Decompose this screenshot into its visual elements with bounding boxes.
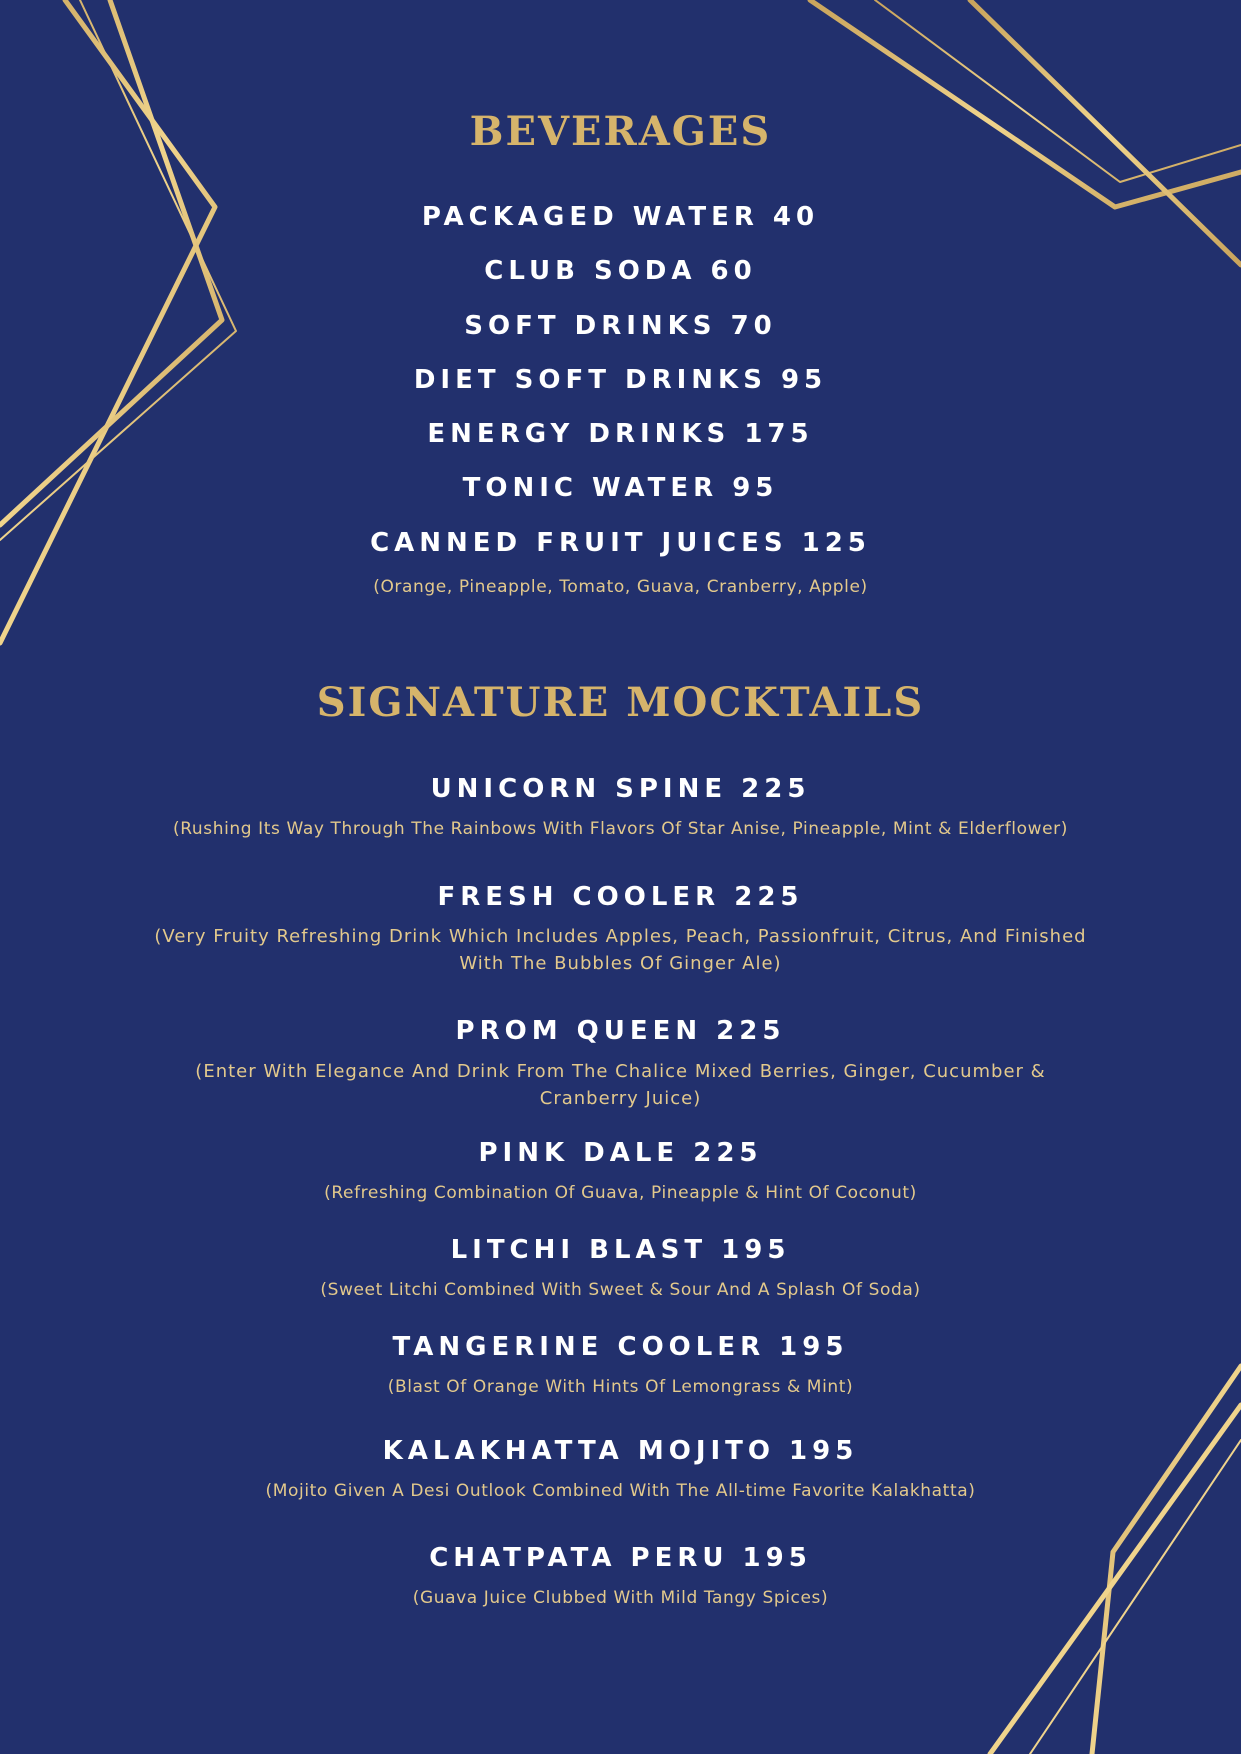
menu-item-description: (Orange, Pineapple, Tomato, Guava, Cranberry, Apple) (373, 577, 868, 597)
menu-item-prom-queen: PROM QUEEN 225 (455, 1016, 786, 1046)
menu-item-description: (Refreshing Combination Of Guava, Pineapple & Hint Of Coconut) (324, 1183, 917, 1203)
menu-item-pink-dale: PINK DALE 225 (478, 1138, 763, 1168)
menu-item-kalakhatta-mojito: KALAKHATTA MOJITO 195 (382, 1436, 859, 1466)
menu-item-packaged-water: PACKAGED WATER 40 (421, 202, 820, 232)
menu-item-tonic-water: TONIC WATER 95 (462, 473, 779, 503)
beverages-heading: BEVERAGES (469, 108, 772, 155)
menu-item-description: (Sweet Litchi Combined With Sweet & Sour And A Splash Of Soda) (320, 1280, 921, 1300)
menu-item-description: (Blast Of Orange With Hints Of Lemongrass & Mint) (387, 1377, 854, 1397)
menu-item-fresh-cooler: FRESH COOLER 225 (437, 882, 804, 912)
menu-item-description: (Enter With Elegance And Drink From The Chalice Mixed Berries, Ginger, Cucumber & Cranberry Juice) (195, 1061, 1046, 1109)
menu-item-description: (Very Fruity Refreshing Drink Which Includes Apples, Peach, Passionfruit, Citrus, And Finished With The Bubbles Of Ginger Ale) (154, 926, 1087, 974)
menu-item-energy-drinks: ENERGY DRINKS 175 (427, 419, 814, 449)
menu-item-soft-drinks: SOFT DRINKS 70 (464, 311, 777, 341)
menu-item-tangerine-cooler: TANGERINE COOLER 195 (392, 1332, 849, 1362)
menu-item-description: (Guava Juice Clubbed With Mild Tangy Spices) (412, 1588, 829, 1608)
menu-item-description: (Rushing Its Way Through The Rainbows With Flavors Of Star Anise, Pineapple, Mint & Elderflower) (172, 819, 1068, 839)
top-right-line-1 (810, 0, 1241, 207)
menu-item-chatpata-peru: CHATPATA PERU 195 (429, 1543, 812, 1573)
menu-item-description: (Mojito Given A Desi Outlook Combined With The All-time Favorite Kalakhatta) (265, 1481, 976, 1501)
menu-item-canned-fruit-juices: CANNED FRUIT JUICES 125 (370, 528, 871, 558)
menu-item-diet-soft-drinks: DIET SOFT DRINKS 95 (413, 365, 828, 395)
menu-item-unicorn-spine: UNICORN SPINE 225 (430, 774, 811, 804)
menu-item-club-soda: CLUB SODA 60 (484, 256, 757, 286)
signature-mocktails-heading: SIGNATURE MOCKTAILS (316, 679, 925, 726)
menu-item-litchi-blast: LITCHI BLAST 195 (450, 1235, 791, 1265)
